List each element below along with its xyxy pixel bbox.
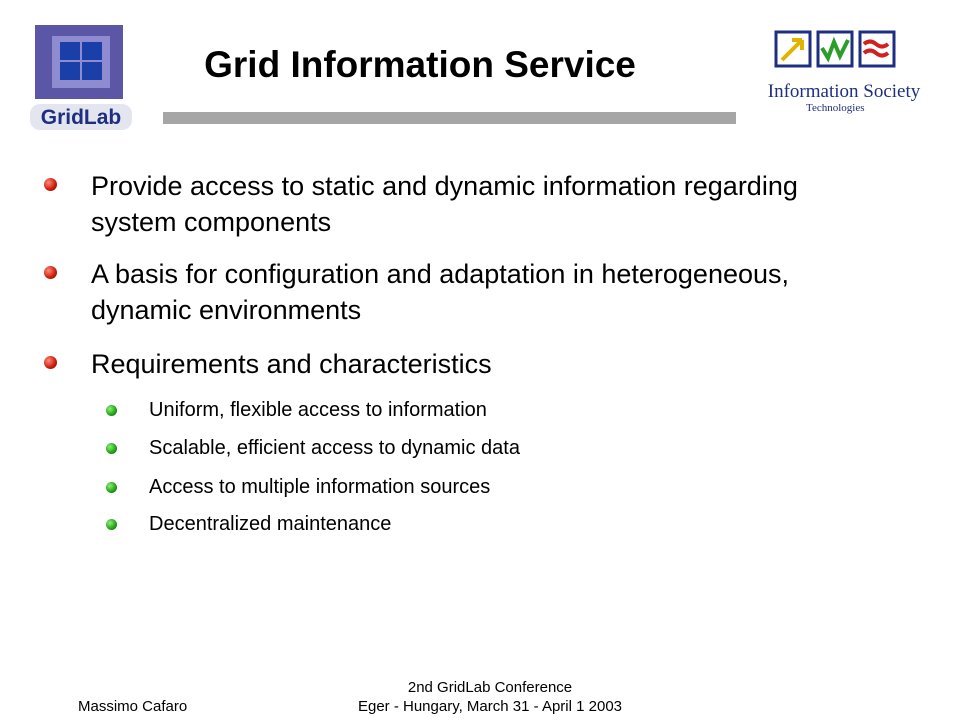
- sub-bullet-item: [106, 397, 866, 423]
- sub-bullet-item: [106, 474, 866, 500]
- gridlab-logo-text: GridLab: [40, 106, 122, 129]
- slide-title: Grid Information Service: [204, 44, 636, 85]
- green-bullet-icon: [106, 482, 117, 493]
- bullet-text: Requirements and characteristics: [91, 349, 492, 379]
- red-bullet-icon: [44, 178, 57, 191]
- ist-logo-title: Information Society: [767, 81, 921, 102]
- footer-conference-place-date: Eger - Hungary, March 31 - April 1 2003: [357, 698, 623, 715]
- bullet-text: A basis for configuration and adaptation in heterogeneous, dynamic environments: [91, 259, 790, 325]
- sub-bullet-text: Scalable, efficient access to dynamic data: [149, 437, 520, 459]
- title-underline-bar: [163, 112, 736, 124]
- sub-bullet-text: Decentralized maintenance: [149, 513, 392, 535]
- sub-bullet-item: [106, 435, 866, 461]
- bullet-item: [44, 256, 864, 328]
- footer-conference-name: 2nd GridLab Conference: [407, 679, 573, 696]
- footer-author: Massimo Cafaro: [78, 698, 188, 715]
- bullet-text: Provide access to static and dynamic information regarding system components: [91, 171, 798, 237]
- green-bullet-icon: [106, 443, 117, 454]
- footer-conference: [320, 678, 660, 716]
- red-bullet-icon: [44, 356, 57, 369]
- sub-bullet-text: Uniform, flexible access to information: [149, 399, 487, 421]
- ist-logo-subtitle: Technologies: [806, 102, 865, 114]
- bullet-item: [44, 168, 864, 240]
- sub-bullet-item: [106, 511, 866, 537]
- red-bullet-icon: [44, 266, 57, 279]
- sub-bullet-text: Access to multiple information sources: [149, 476, 491, 498]
- green-bullet-icon: [106, 405, 117, 416]
- green-bullet-icon: [106, 519, 117, 530]
- bullet-item: [44, 346, 864, 382]
